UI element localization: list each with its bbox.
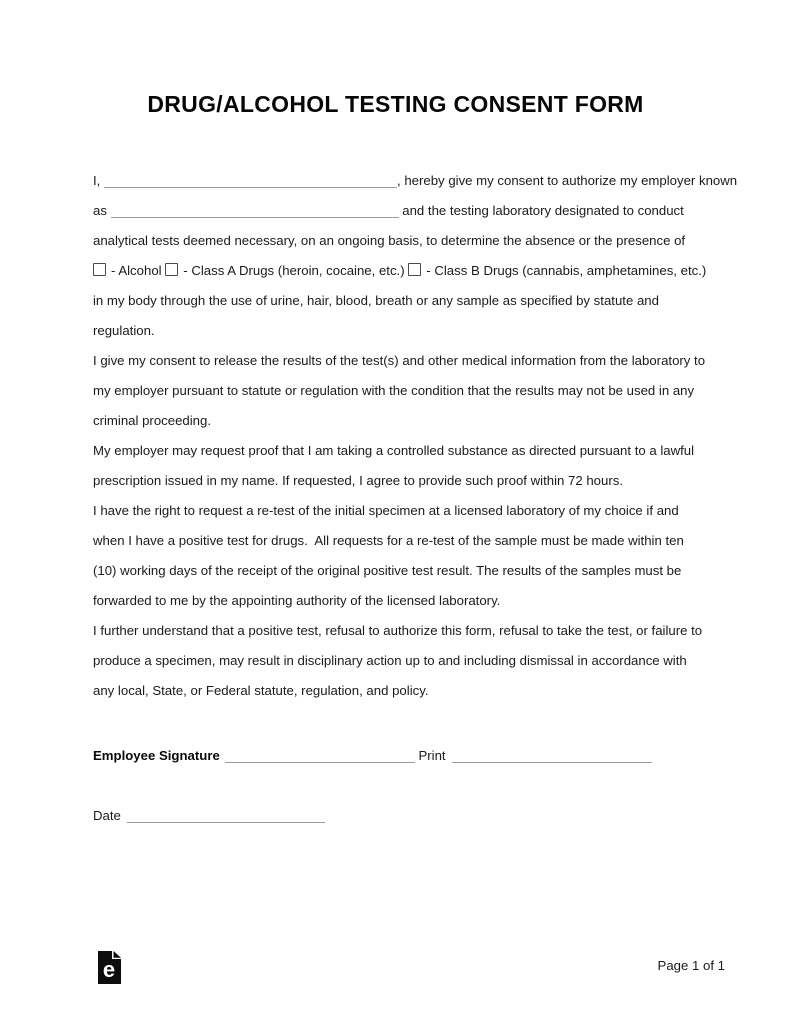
document-body xyxy=(93,166,738,706)
body-line: I have the right to request a re-test of the initial specimen at a licensed laboratory of my choice if and xyxy=(93,503,679,518)
print-label: Print xyxy=(418,748,446,763)
date-blank-field[interactable] xyxy=(127,809,325,823)
date-row xyxy=(93,802,325,830)
body-line-fill-1 xyxy=(93,166,738,196)
body-line: I give my consent to release the results of the test(s) and other medical information from the laboratory to xyxy=(93,353,706,368)
signature-row xyxy=(93,742,652,770)
line-text: I, xyxy=(93,173,104,188)
body-line: my employer pursuant to statute or regulation with the condition that the results may not be used in any xyxy=(93,383,695,398)
body-line: I further understand that a positive test, refusal to authorize this form, refusal to take the test, or failure to xyxy=(93,623,703,638)
body-line: any local, State, or Federal statute, regulation, and policy. xyxy=(93,683,429,698)
body-line: criminal proceeding. xyxy=(93,413,212,428)
employee-signature-label: Employee Signature xyxy=(93,748,220,763)
body-line-fill-2 xyxy=(93,196,705,226)
employee-name-blank-field[interactable] xyxy=(104,174,397,188)
body-line: prescription issued in my name. If requested, I agree to provide such proof within 72 hours. xyxy=(93,473,623,488)
body-line: (10) working days of the receipt of the original positive test result. The results of the samples must be xyxy=(93,563,682,578)
body-line: produce a specimen, may result in disciplinary action up to and including dismissal in accordance with xyxy=(93,653,687,668)
employee-signature-blank-field[interactable] xyxy=(225,749,415,763)
print-name-blank-field[interactable] xyxy=(452,749,652,763)
class-a-drugs-checkbox-icon[interactable] xyxy=(165,263,178,276)
alcohol-checkbox-label: - Alcohol xyxy=(111,263,162,278)
body-line: regulation. xyxy=(93,323,155,338)
line-text: and the testing laboratory designated to conduct xyxy=(398,203,684,218)
class-b-drugs-checkbox-label: - Class B Drugs (cannabis, amphetamines, etc.) xyxy=(426,263,707,278)
line-text: as xyxy=(93,203,111,218)
body-line: forwarded to me by the appointing authority of the licensed laboratory. xyxy=(93,593,501,608)
body-line: in my body through the use of urine, hair, blood, breath or any sample as specified by statute and xyxy=(93,293,659,308)
employer-name-blank-field[interactable] xyxy=(111,204,399,218)
class-a-drugs-checkbox-label: - Class A Drugs (heroin, cocaine, etc.) xyxy=(183,263,405,278)
class-b-drugs-checkbox-item xyxy=(408,263,706,278)
page-number: Page 1 of 1 xyxy=(657,958,725,973)
eforms-logo-icon xyxy=(98,951,121,984)
logo-letter: e xyxy=(102,957,116,982)
class-b-drugs-checkbox-icon[interactable] xyxy=(408,263,421,276)
class-a-drugs-checkbox-item xyxy=(165,263,404,278)
line-text: , hereby give my consent to authorize my employer known xyxy=(397,173,738,188)
checkbox-line xyxy=(93,256,705,286)
alcohol-checkbox-icon[interactable] xyxy=(93,263,106,276)
alcohol-checkbox-item xyxy=(93,263,162,278)
body-line: My employer may request proof that I am taking a controlled substance as directed pursuant to a lawful xyxy=(93,443,695,458)
body-line: when I have a positive test for drugs. All requests for a re-test of the sample must be made within ten xyxy=(93,533,684,548)
body-line: analytical tests deemed necessary, on an ongoing basis, to determine the absence or the presence of xyxy=(93,233,686,248)
page-title: DRUG/ALCOHOL TESTING CONSENT FORM xyxy=(147,91,644,117)
date-label: Date xyxy=(93,808,121,823)
